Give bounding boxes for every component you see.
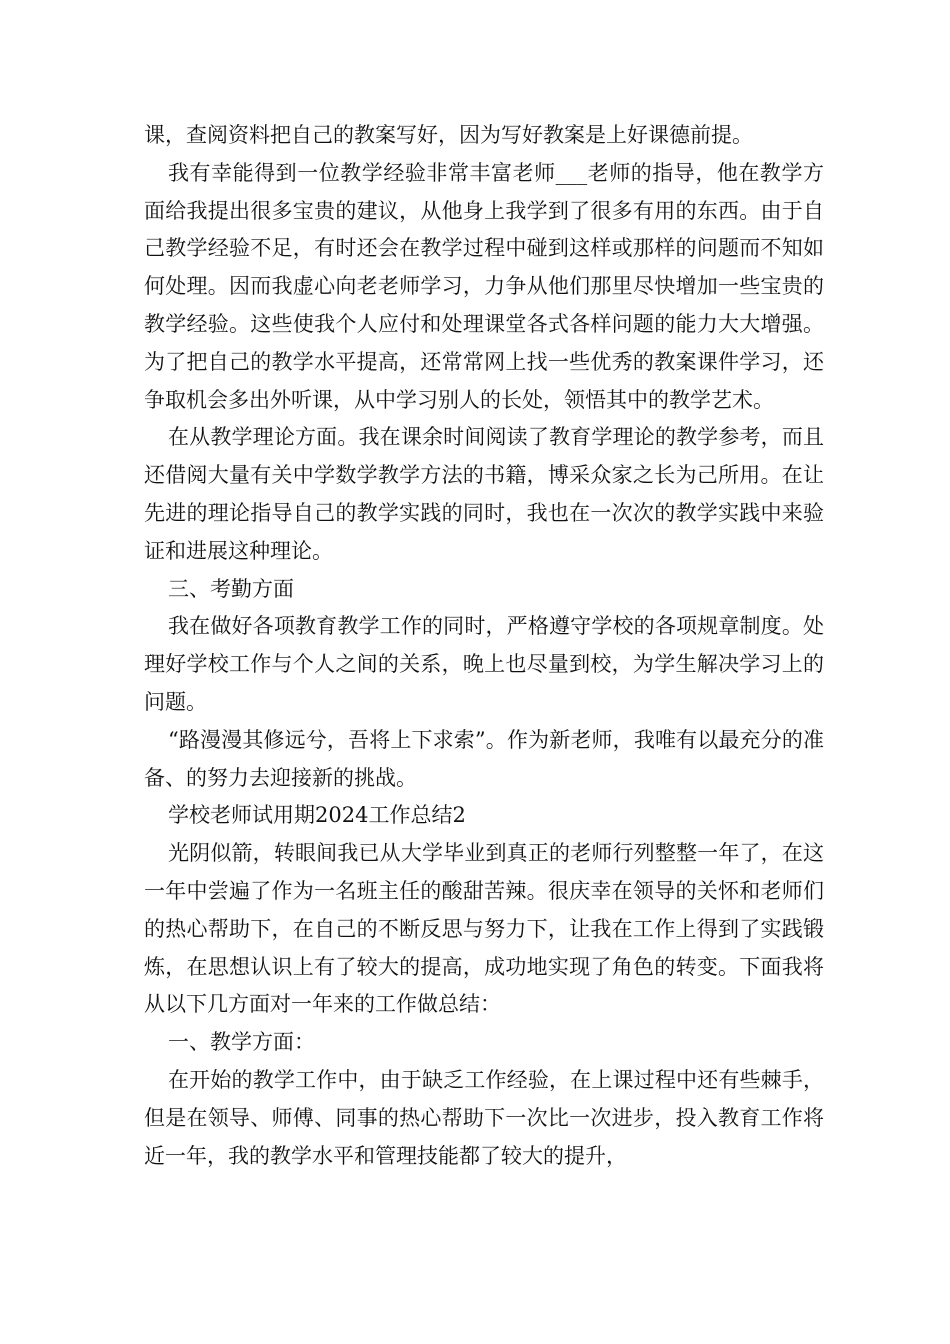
section-heading-attendance: 三、考勤方面 [168, 576, 294, 601]
document-title-2: 学校老师试用期2024工作总结2 [168, 803, 466, 828]
paragraph-closing-quote: “路漫漫其修远兮，吾将上下求索”。作为新老师，我唯有以最充分的准备、的努力去迎接新的挑战。 [144, 727, 824, 790]
paragraph-continuation: 课，查阅资料把自己的教案写好，因为写好教案是上好课德前提。 [144, 123, 753, 147]
paragraph-teaching-start: 在开始的教学工作中，由于缺乏工作经验，在上课过程中还有些棘手，但是在领导、师傅、同事的热心帮助下一次比一次进步，投入教育工作将近一年，我的教学水平和管理技能都了较大的提升， [144, 1067, 824, 1168]
paragraph-attendance: 我在做好各项教育教学工作的同时，严格遵守学校的各项规章制度。处理好学校工作与个人之间的关系，晚上也尽量到校，为学生解决学习上的问题。 [144, 614, 824, 714]
paragraph-teaching-theory: 在从教学理论方面。我在课余时间阅读了教育学理论的教学参考，而且还借阅大量有关中学数学教学方法的书籍，博采众家之长为己所用。在让先进的理论指导自己的教学实践的同时，我也在一次次的教学实践中来验证和进展这种理论。 [144, 425, 824, 563]
paragraph-introduction: 光阴似箭，转眼间我已从大学毕业到真正的老师行列整整一年了，在这一年中尝遍了作为一名班主任的酸甜苦辣。很庆幸在领导的关怀和老师们的热心帮助下，在自己的不断反思与努力下，让我在工作上得到了实践锻炼，在思想认识上有了较大的提高，成功地实现了角色的转变。下面我将从以下几方面对一年来的工作做总结： [144, 841, 824, 1017]
paragraph-mentor-guidance: 我有幸能得到一位教学经验非常丰富老师___老师的指导，他在教学方面给我提出很多宝贵的建议，从他身上我学到了很多有用的东西。由于自己教学经验不足，有时还会在教学过程中碰到这样或那样的问题而不知如何处理。因而我虚心向老老师学习，力争从他们那里尽快增加一些宝贵的教学经验。这些使我个人应付和处理课堂各式各样问题的能力大大增强。为了把自己的教学水平提高，还常常网上找一些优秀的教案课件学习，还争取机会多出外听课，从中学习别人的长处，领悟其中的教学艺术。 [144, 160, 824, 412]
document-page [144, 117, 824, 1175]
section-heading-teaching: 一、教学方面： [168, 1030, 315, 1055]
